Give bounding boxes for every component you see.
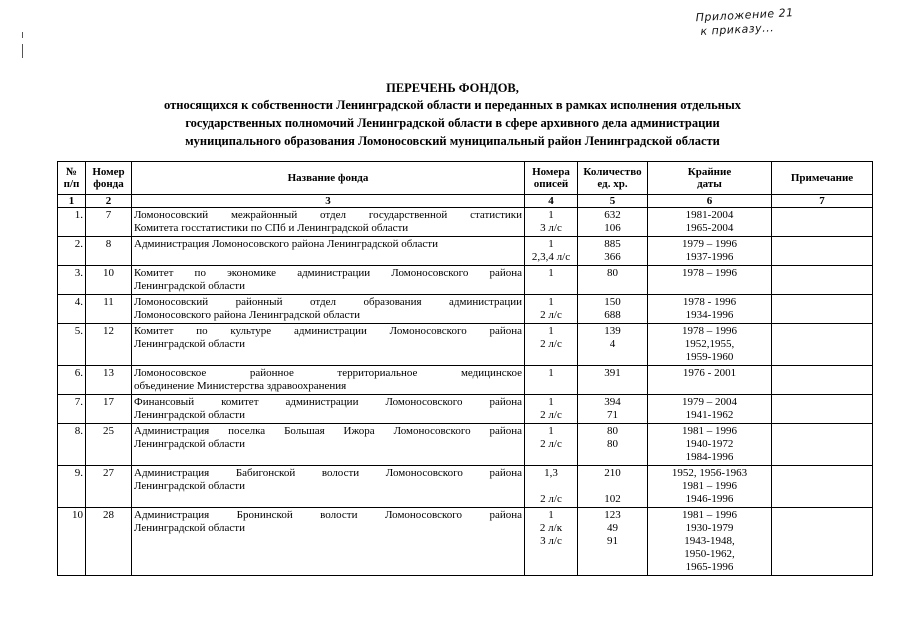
fond-number: 13 [86,366,132,395]
date-range [648,508,772,576]
row-number: 6. [58,366,86,395]
opis-numbers [525,395,578,424]
table-row [58,237,873,266]
date-range-line: 1952,1955, [684,338,735,350]
opis-numbers-line: 2,3,4 л/с [531,251,571,263]
fond-number: 11 [86,295,132,324]
date-range-line: 1981-2004 [685,209,734,221]
item-count-line: 391 [604,367,621,379]
fond-name-line: Ломоносовское районное территориальное медицинское [134,367,522,379]
opis-numbers-line: 1 [548,238,554,250]
item-count-line: 102 [604,493,621,505]
item-count-line: 139 [604,325,621,337]
page-title: ПЕРЕЧЕНЬ ФОНДОВ, [386,81,519,95]
date-range-line: 1934-1996 [685,309,734,321]
item-count-line [580,480,645,493]
opis-numbers-line: 1 [548,509,554,521]
item-count [578,208,648,237]
opis-numbers-line: 1,3 [544,467,558,479]
margin-mark [22,44,23,58]
fond-name [132,266,525,295]
fond-number: 17 [86,395,132,424]
table-body [58,208,873,576]
row-number: 8. [58,424,86,466]
date-range-line: 1978 – 1996 [682,325,737,337]
table-header-row [58,162,873,195]
item-count-line: 210 [604,467,621,479]
opis-numbers [525,266,578,295]
item-count [578,466,648,508]
fond-name-line: объединение Министерства здравоохранения [134,380,347,392]
fond-name [132,424,525,466]
table-row [58,324,873,366]
fond-name [132,324,525,366]
row-number: 2. [58,237,86,266]
fond-name-line: Ломоносовский районный отдел образования администрации [134,296,522,308]
note-cell [772,295,873,324]
handwritten-note [695,1,896,39]
fond-name-line: Ленинградской области [134,438,245,450]
row-number: 1. [58,208,86,237]
opis-numbers-line: 1 [548,209,554,221]
fond-name-line: Ломоносовского района Ленинградской области [134,309,361,321]
opis-numbers-line: 3 л/с [540,535,562,547]
item-count-line: 80 [607,438,618,450]
date-range-line: 1981 – 1996 [682,509,737,521]
item-count-line: 71 [607,409,618,421]
table-row [58,266,873,295]
row-number: 4. [58,295,86,324]
fond-name-line: Ленинградской области [134,522,245,534]
opis-numbers-line: 2 л/к [539,522,563,534]
column-number: 2 [86,195,132,208]
opis-numbers [525,295,578,324]
date-range-line: 1978 – 1996 [682,267,737,279]
date-range [648,466,772,508]
fond-name [132,508,525,576]
table-row [58,208,873,237]
opis-numbers-line [527,480,575,493]
opis-numbers [525,366,578,395]
note-cell [772,208,873,237]
date-range-line: 1950-1962, [684,548,735,560]
table-row [58,466,873,508]
column-number: 7 [772,195,873,208]
date-range [648,366,772,395]
handwritten-note-line: Приложение 21 [695,6,794,25]
date-range-line: 1937-1996 [685,251,734,263]
note-cell [772,366,873,395]
date-range-line: 1978 - 1996 [682,296,737,308]
item-count-line: 688 [604,309,621,321]
date-range [648,266,772,295]
header-note: Примечание [772,162,873,195]
date-range-line: 1941-1962 [685,409,734,421]
item-count-line: 123 [604,509,621,521]
opis-numbers-line: 2 л/с [540,338,562,350]
header-opis: Номера описей [525,162,578,195]
row-number: 5. [58,324,86,366]
opis-numbers-line: 1 [548,296,554,308]
opis-numbers [525,208,578,237]
date-range [648,295,772,324]
fond-name [132,395,525,424]
item-count-line: 80 [607,425,618,437]
funds-table [57,161,873,576]
column-number: 5 [578,195,648,208]
item-count [578,266,648,295]
date-range-line: 1965-1996 [685,561,734,573]
fond-name [132,295,525,324]
item-count [578,366,648,395]
fond-name-line: Ленинградской области [134,409,245,421]
item-count-line: 106 [604,222,621,234]
fond-name-line: Финансовый комитет администрации Ломоносовского района [134,396,522,408]
note-cell [772,395,873,424]
item-count-line: 632 [604,209,621,221]
date-range-line: 1940-1972 [685,438,734,450]
item-count [578,324,648,366]
date-range-line: 1959-1960 [685,351,734,363]
opis-numbers-line: 1 [548,367,554,379]
opis-numbers-line: 2 л/с [540,409,562,421]
item-count-line: 4 [609,338,616,350]
header-dates: Крайние даты [648,162,772,195]
opis-numbers [525,237,578,266]
fond-name-line: Комитет по экономике администрации Ломоносовского района [134,267,522,279]
note-cell [772,237,873,266]
fond-name [132,366,525,395]
table-row [58,395,873,424]
margin-mark [22,32,23,38]
date-range-line: 1930-1979 [685,522,734,534]
opis-numbers-line: 2 л/с [540,309,562,321]
note-cell [772,324,873,366]
header-qty: Количество ед. хр. [578,162,648,195]
opis-numbers [525,424,578,466]
item-count-line: 91 [607,535,618,547]
opis-numbers-line: 2 л/с [540,493,562,505]
item-count-line: 150 [604,296,621,308]
fond-name-line: Администрация Бабигонской волости Ломоносовского района [134,467,522,479]
opis-numbers-line: 1 [548,267,554,279]
fond-name-line: Администрация Ломоносовского района Ленинградской области [134,238,438,250]
page-subtitle-line: муниципального образования Ломоносовский муниципальный район Ленинградской области [185,134,720,148]
fond-name-line: Ленинградской области [134,280,245,292]
item-count-line: 885 [604,238,621,250]
column-number-row [58,195,873,208]
fond-name-line: Ленинградской области [134,338,245,350]
table-row [58,424,873,466]
fond-number: 8 [86,237,132,266]
note-cell [772,466,873,508]
row-number: 10 [58,508,86,576]
date-range-line: 1946-1996 [685,493,734,505]
fond-name-line: Комитета госстатистики по СПб и Ленинградской области [134,222,409,234]
item-count-line: 80 [607,267,618,279]
date-range-line: 1976 - 2001 [682,367,737,379]
item-count-line: 394 [604,396,621,408]
fond-name-line: Ломоносовский межрайонный отдел государственной статистики [134,209,522,221]
item-count [578,395,648,424]
note-cell [772,266,873,295]
note-cell [772,508,873,576]
fond-number: 28 [86,508,132,576]
table-row [58,508,873,576]
opis-numbers-line: 1 [548,425,554,437]
opis-numbers [525,324,578,366]
date-range [648,237,772,266]
fond-name [132,237,525,266]
opis-numbers-line: 1 [548,396,554,408]
table-row [58,366,873,395]
date-range [648,395,772,424]
date-range-line: 1965-2004 [685,222,734,234]
opis-numbers-line: 2 л/с [540,438,562,450]
fond-name-line: Ленинградской области [134,480,245,492]
row-number: 7. [58,395,86,424]
date-range-line: 1984-1996 [685,451,734,463]
note-cell [772,424,873,466]
item-count [578,237,648,266]
table-row [58,295,873,324]
row-number: 3. [58,266,86,295]
date-range-line: 1979 – 2004 [682,396,737,408]
opis-numbers-line: 1 [548,325,554,337]
header-fond: Номер фонда [86,162,132,195]
handwritten-note-line: к приказу... [700,21,775,39]
date-range [648,424,772,466]
fond-name-line: Администрация Бронинской волости Ломоносовского района [134,509,522,521]
opis-numbers [525,508,578,576]
date-range-line: 1952, 1956-1963 [671,467,748,479]
fond-number: 27 [86,466,132,508]
item-count-line: 49 [607,522,618,534]
fond-number: 25 [86,424,132,466]
opis-numbers [525,466,578,508]
header-num: № п/п [58,162,86,195]
date-range [648,324,772,366]
page-subtitle-line: относящихся к собственности Ленинградской области и переданных в рамках исполнения отдельных [164,98,741,112]
item-count [578,508,648,576]
date-range-line: 1979 – 1996 [682,238,737,250]
date-range-line: 1981 – 1996 [682,425,737,437]
fond-name-line: Администрация поселка Большая Ижора Ломоносовского района [134,425,522,437]
item-count [578,295,648,324]
item-count-line: 366 [604,251,621,263]
fond-name [132,208,525,237]
column-number: 4 [525,195,578,208]
item-count [578,424,648,466]
row-number: 9. [58,466,86,508]
page-subtitle-line: государственных полномочий Ленинградской области в сфере архивного дела администрации [185,116,720,130]
fond-name [132,466,525,508]
column-number: 3 [132,195,525,208]
column-number: 6 [648,195,772,208]
fond-number: 12 [86,324,132,366]
column-number: 1 [58,195,86,208]
date-range-line: 1981 – 1996 [682,480,737,492]
opis-numbers-line: 3 л/с [540,222,562,234]
fond-name-line: Комитет по культуре администрации Ломоносовского района [134,325,522,337]
date-range [648,208,772,237]
fond-number: 10 [86,266,132,295]
header-name: Название фонда [132,162,525,195]
fond-number: 7 [86,208,132,237]
date-range-line: 1943-1948, [684,535,735,547]
